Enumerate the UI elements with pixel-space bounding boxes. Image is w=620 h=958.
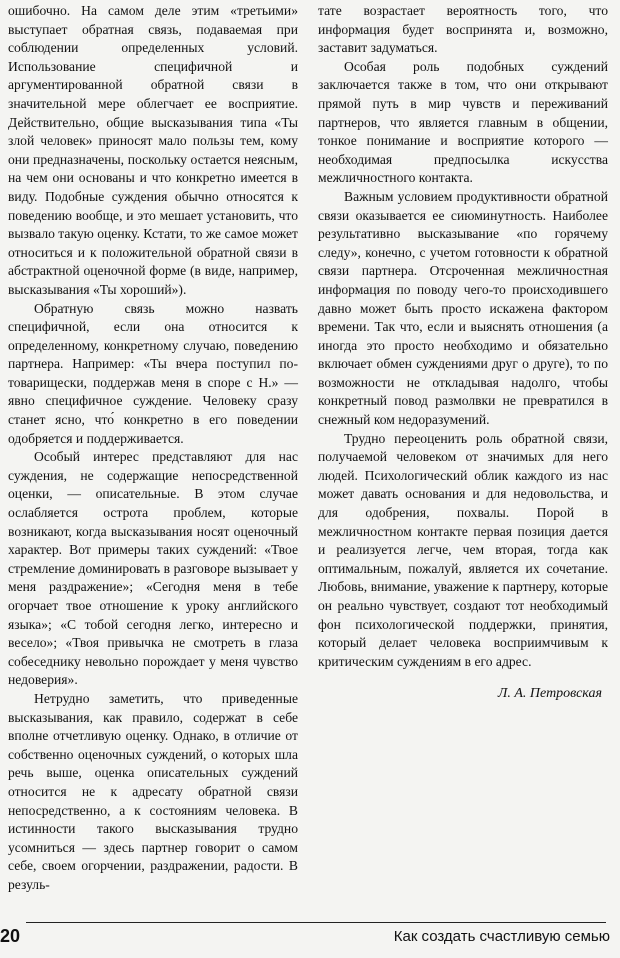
- paragraph: Обратную связь можно назвать специфичной, если она относится к определенному, конкретному случаю, поведению партнера. Например: «Ты вчера поступил по-товарищески, поддержав меня в споре с Н.» — явно специфичное суждение. Человеку сразу станет ясно, что́ конкретно в его поведении одобряется и поддерживается.: [8, 300, 298, 446]
- running-title: Как создать счастливую семью: [393, 928, 610, 945]
- paragraph-continuation: тате возрастает вероятность того, что информация будет воспринята и, возможно, заставит задуматься.: [318, 3, 608, 56]
- author-signature: Л. А. Петровская: [497, 686, 602, 702]
- paragraph: Нетрудно заметить, что приведенные высказывания, как правило, содержат в себе вполне отчетливую оценку. Однако, в отличие от собственно оценочных суждений, о которых шла речь выше, оценка описательных суждений относится не к адресату обратной связи непосредственно, а к состояниям человека. В истинности такого высказывания трудно усомниться — здесь партнер говорит о самом себе, своем огорчении, раздражении, радости. В резуль-: [8, 690, 298, 892]
- paragraph: Особая роль подобных суждений заключается также в том, что они открывают прямой путь в мир чувств и переживаний партнеров, что является главным в общении, тонкое понимание и восприятие которого — необходимая предпосылка искусства межличностного контакта.: [318, 58, 608, 186]
- paragraph: Важным условием продуктивности обратной связи оказывается ее сиюминутность. Наиболее результативно высказывание «по горячему следу», конечно, с учетом готовности к обратной связи партнера. Отсроченная межличностная информация по поводу чего-то происходившего давно может быть просто искажена фактором времени. Так что, если и выяснять отношения (а иногда это просто необходимо и обязательно включает обмен суждениями друг о друге), то по возможности не откладывая надолго, чтобы конкретный повод размолвки не превратился в снежный ком недоразумений.: [318, 188, 608, 428]
- left-column: [8, 2, 298, 895]
- footer-rule: [26, 922, 606, 923]
- paragraph-continuation: ошибочно. На самом деле этим «третьими» выступает обратная связь, подаваемая при соблюдении определенных условий. Использование специфичной и аргументированной обратной связи в значительной мере облегчает ее восприятие. Действительно, общие высказывания типа «Ты злой человек» приносят мало пользы тем, кому они предназначены, поскольку остается неясным, на чем они основаны и что конкретно имеется в виду. Подобные суждения обычно относятся к поведению вообще, и это мешает установить, что вызвало такую оценку. Кстати, то же самое может относиться и к положительной обратной связи в абстрактной оценочной форме (в виде, например, высказывания «Ты хороший»).: [8, 3, 298, 297]
- right-column: [318, 2, 608, 704]
- page-number: 20: [0, 926, 21, 946]
- paragraph: Особый интерес представляют для нас суждения, не содержащие непосредственной оценки, — описательные. В этом случае ослабляется острота проблем, которые возникают, когда высказывания носят оценочный характер. Вот примеры таких суждений: «Твое стремление доминировать в разговоре вызывает у меня раздражение»; «Сегодня меня в тебе огорчает твое отношение к уроку английского языка»; «С тобой сегодня легко, интересно и весело»; «Твоя привычка не смотреть в глаза собеседнику невольно порождает у меня чувство недоверия».: [8, 449, 298, 688]
- paragraph: Трудно переоценить роль обратной связи, получаемой человеком от значимых для него людей. Психологический облик каждого из нас может давать основания и для недовольства, и для одобрения, похвалы. Порой в межличностном контакте первая позиция дается и реализуется легче, чем вторая, тогда как оптимальным, пожалуй, является их сочетание. Любовь, внимание, уважение к партнеру, которые он реально чувствует, создают тот необходимый фон психологической поддержки, принятия, который делает человека восприимчивым к критическим суждениям в его адрес.: [318, 430, 608, 669]
